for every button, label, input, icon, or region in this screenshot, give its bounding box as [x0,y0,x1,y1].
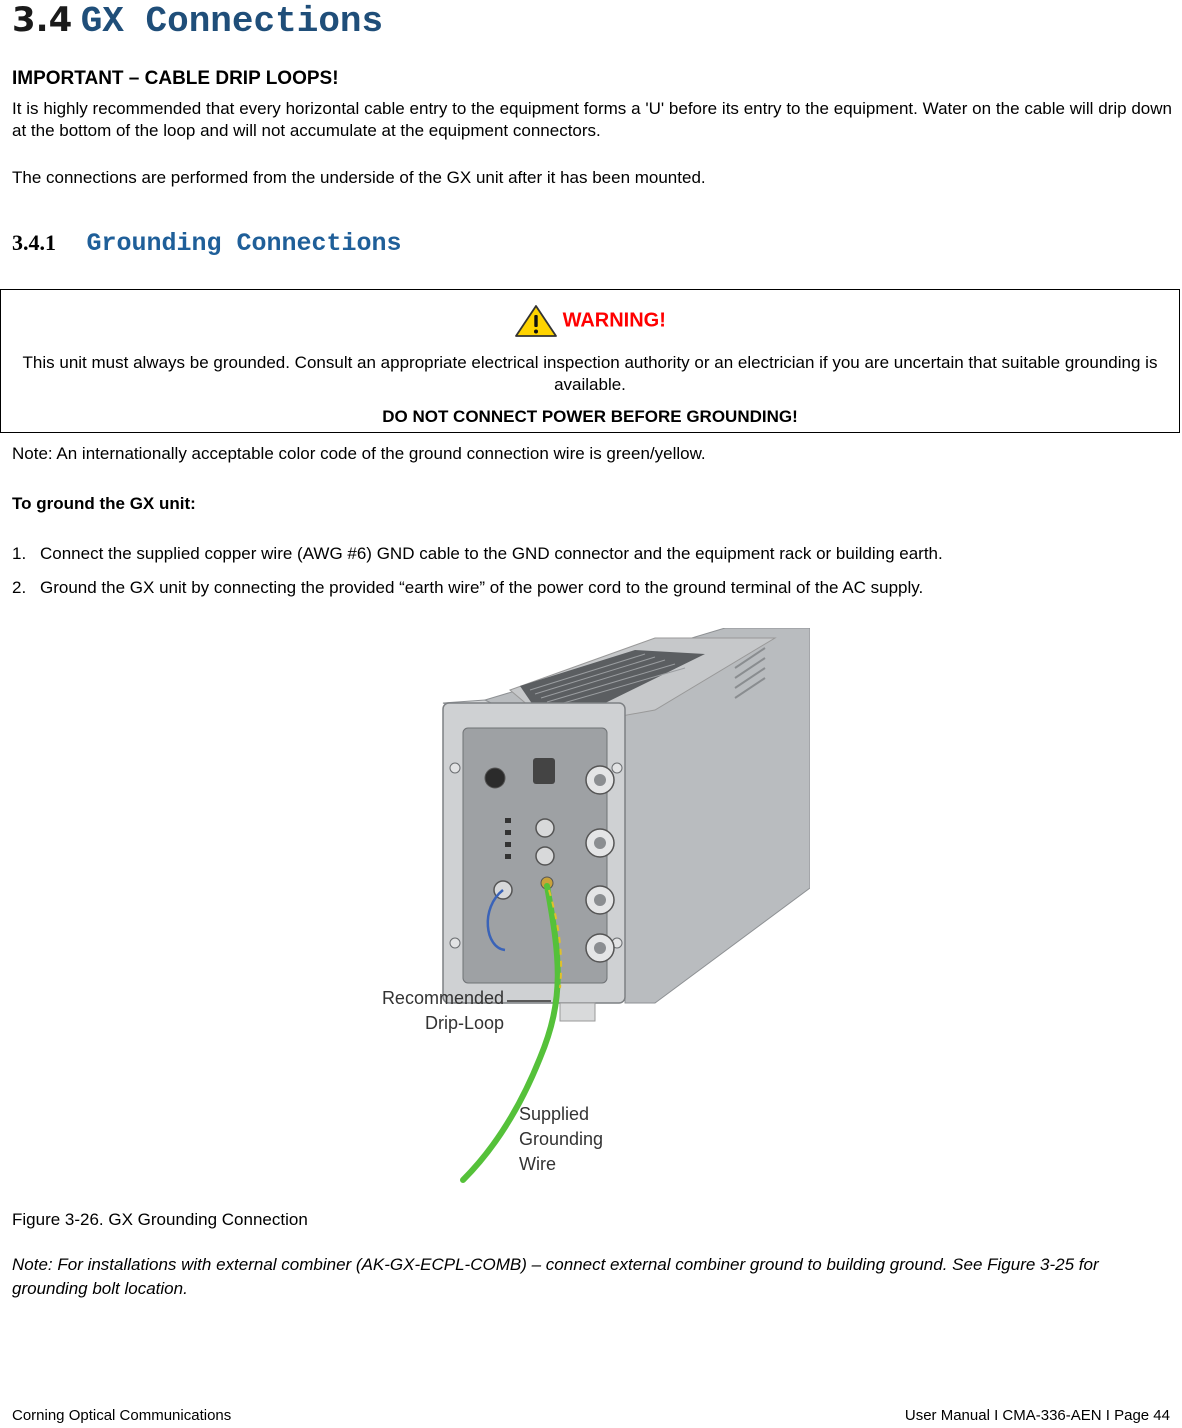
subsection-number: 3.4.1 [12,230,56,255]
important-text: It is highly recommended that every horizontal cable entry to the equipment forms a 'U' before its entry to the equipment. Water on the cable will drip down at the bottom of the loop and will not accumulate at the equipment connectors. [12,99,1172,140]
warning-text: This unit must always be grounded. Consult an appropriate electrical inspection authority or an electrician if you are uncertain that suitable grounding is available. [22,353,1158,394]
important-heading: IMPORTANT – CABLE DRIP LOOPS! [12,68,339,89]
warning-box [0,289,1180,433]
warning-triangle-icon [514,304,558,338]
color-code-note: Note: An internationally acceptable color code of the ground connection wire is green/yellow. [12,444,706,463]
subsection-title: Grounding Connections [86,229,402,258]
gx-grounding-figure [355,628,810,1183]
step-text: Connect the supplied copper wire (AWG #6) GND cable to the GND connector and the equipment rack or building earth. [40,544,943,563]
combiner-note: Note: For installations with external combiner (AK-GX-ECPL-COMB) – connect external combiner ground to building ground. See Figure 3-25 for grounding bolt location. [12,1255,1099,1298]
procedure-steps [12,544,943,612]
step-number: 1. [12,544,27,563]
drip-loop-callout-line1: Recommended [381,988,504,1008]
section-number: 3.4 [12,0,73,40]
warning-bold-text: DO NOT CONNECT POWER BEFORE GROUNDING! [382,407,798,426]
footer-company: Corning Optical Communications [12,1407,232,1424]
grounding-wire-callout-line2: Grounding [519,1129,604,1149]
step-number: 2. [12,578,27,597]
warning-header [1,304,1179,338]
section-heading [12,0,383,47]
drip-loop-callout-line2: Drip-Loop [424,1013,504,1033]
footer-page-info: User Manual I CMA-336-AEN I Page 44 [904,1407,1170,1424]
figure-caption: Figure 3-26. GX Grounding Connection [12,1210,308,1229]
step-item [12,578,943,612]
grounding-wire-callout-line1: Supplied [519,1104,590,1124]
connections-text: The connections are performed from the underside of the GX unit after it has been mounted. [12,168,706,187]
warning-title: WARNING! [562,309,666,332]
grounding-wire-callout-line3: Wire [519,1154,556,1174]
procedure-heading: To ground the GX unit: [12,494,196,513]
step-text: Ground the GX unit by connecting the provided “earth wire” of the power cord to the ground terminal of the AC supply. [40,578,924,597]
step-item [12,544,943,578]
section-title: GX Connections [80,1,384,42]
subsection-heading [12,229,402,258]
